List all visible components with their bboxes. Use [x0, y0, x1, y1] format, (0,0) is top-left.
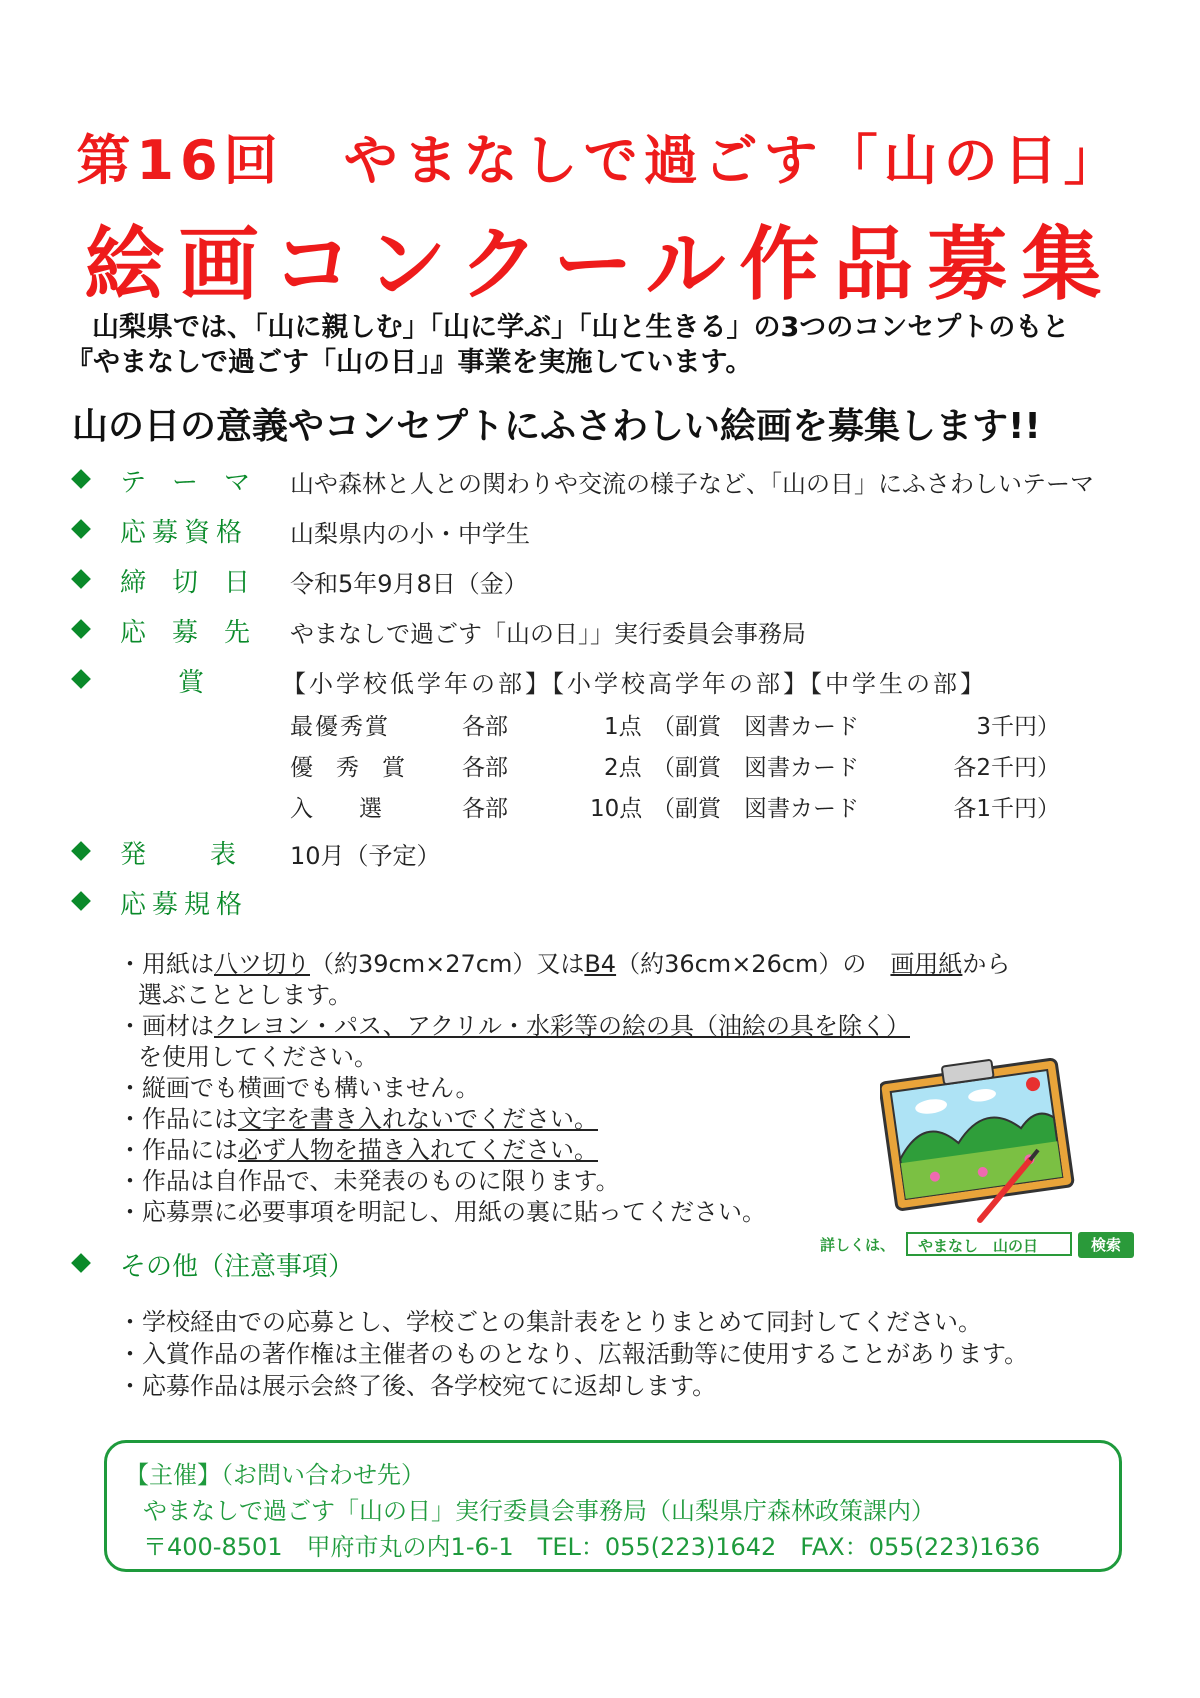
rule-emphasis: 八ツ切り — [214, 950, 310, 978]
headline: 山の日の意義やコンセプトにふさわしい絵画を募集します!! — [72, 406, 1041, 447]
rule-text: （約39cm×27cm）又は — [310, 950, 585, 978]
prize-scope: 各部 — [462, 755, 508, 781]
rule-no-text — [118, 1099, 598, 1134]
prize-extra: （副賞 図書カード — [652, 755, 859, 781]
intro-line-2: 『やまなしで過ごす「山の日」』事業を実施しています。 — [66, 347, 753, 378]
prize-count: 2点 — [604, 755, 642, 781]
search-input[interactable]: やまなし 山の日 — [906, 1232, 1072, 1256]
rule-text: ・用紙は — [118, 950, 214, 978]
rule-text: ・画材は — [118, 1012, 214, 1040]
contact-heading: 【主催】（お問い合わせ先） — [125, 1461, 425, 1489]
item-label-rules: 応募規格 — [120, 890, 249, 920]
search-banner — [820, 1232, 1140, 1260]
prize-extra: （副賞 図書カード — [652, 714, 859, 740]
rule-text: （約36cm×26cm）の — [616, 950, 891, 978]
prize-name: 優 秀 賞 — [290, 755, 405, 781]
item-label-others: その他（注意事項） — [120, 1252, 355, 1282]
item-value-theme: 山や森林と人との関わりや交流の様子など、「山の日」にふさわしいテーマ — [290, 470, 1094, 498]
bullet-diamond-icon — [71, 519, 91, 539]
item-label-theme: テ ー マ — [120, 468, 251, 498]
rule-text: ・作品には — [118, 1136, 238, 1164]
rule-entry-form: ・応募票に必要事項を明記し、用紙の裏に貼ってください。 — [118, 1198, 766, 1226]
prize-name: 入 選 — [290, 796, 382, 822]
rule-original: ・作品は自作品で、未発表のものに限ります。 — [118, 1167, 620, 1195]
rule-emphasis: 画用紙 — [890, 950, 963, 978]
prize-amount: 3千円） — [976, 714, 1060, 740]
item-value-deadline: 令和5年9月8日（金） — [290, 570, 528, 598]
contact-box — [104, 1440, 1122, 1572]
rule-emphasis: 必ず人物を描き入れてください。 — [238, 1136, 598, 1164]
bullet-diamond-icon — [71, 1253, 91, 1273]
item-value-announcement: 10月（予定） — [290, 842, 441, 870]
bullet-diamond-icon — [71, 891, 91, 911]
prize-count: 1点 — [604, 714, 642, 740]
painting-illustration — [880, 1048, 1080, 1228]
rule-orientation: ・縦画でも横画でも構いません。 — [118, 1074, 480, 1102]
search-label: 詳しくは、 — [820, 1236, 896, 1254]
item-label-eligibility: 応募資格 — [120, 518, 249, 548]
item-value-destination: やまなしで過ごす「山の日」」実行委員会事務局 — [290, 620, 806, 648]
rule-paper-cont: 選ぶこととします。 — [138, 981, 353, 1009]
prize-scope: 各部 — [462, 796, 508, 822]
item-value-prize-divisions: 【小学校低学年の部】【小学校高学年の部】【中学生の部】 — [282, 670, 987, 698]
bullet-diamond-icon — [71, 669, 91, 689]
rule-text: から — [962, 950, 1011, 978]
rule-text: ・作品には — [118, 1105, 238, 1133]
rule-materials — [118, 1006, 910, 1041]
bullet-diamond-icon — [71, 469, 91, 489]
rule-paper — [118, 944, 1010, 979]
prize-extra: （副賞 図書カード — [652, 796, 859, 822]
bullet-diamond-icon — [71, 619, 91, 639]
title-line-1: 第16回 やまなしで過ごす「山の日」 — [76, 129, 1124, 192]
prize-scope: 各部 — [462, 714, 508, 740]
prize-name: 最優秀賞 — [290, 714, 390, 740]
item-value-eligibility: 山梨県内の小・中学生 — [290, 520, 530, 548]
other-note: ・入賞作品の著作権は主催者のものとなり、広報活動等に使用することがあります。 — [118, 1340, 1029, 1368]
contact-organizer: やまなしで過ごす「山の日」実行委員会事務局（山梨県庁森林政策課内） — [143, 1497, 935, 1525]
bullet-diamond-icon — [71, 841, 91, 861]
rule-emphasis: クレヨン・パス、アクリル・水彩等の絵の具（油絵の具を除く） — [214, 1012, 910, 1040]
rule-emphasis: 文字を書き入れないでください。 — [238, 1105, 598, 1133]
item-label-destination: 応 募 先 — [120, 618, 251, 648]
other-note: ・学校経由での応募とし、学校ごとの集計表をとりまとめて同封してください。 — [118, 1308, 982, 1336]
item-label-announcement: 発 表 — [120, 840, 241, 870]
rule-person — [118, 1130, 598, 1165]
rule-emphasis: B4 — [584, 950, 617, 978]
prize-amount: 各2千円） — [953, 755, 1060, 781]
intro-line-1: 山梨県では、「山に親しむ」「山に学ぶ」「山と生きる」の3つのコンセプトのもと — [92, 312, 1070, 343]
title-line-2: 絵画コンクール作品募集 — [84, 218, 1116, 311]
prize-count: 10点 — [590, 796, 643, 822]
other-note: ・応募作品は展示会終了後、各学校宛てに返却します。 — [118, 1372, 717, 1400]
bullet-diamond-icon — [71, 569, 91, 589]
search-button[interactable]: 検索 — [1078, 1232, 1134, 1258]
contact-address: 〒400-8501 甲府市丸の内1-6-1 TEL：055(223)1642 FAX：055(223)1636 — [143, 1533, 1041, 1561]
item-label-prize: 賞 — [178, 668, 205, 698]
rule-materials-cont: を使用してください。 — [138, 1043, 378, 1071]
item-label-deadline: 締 切 日 — [120, 568, 251, 598]
prize-amount: 各1千円） — [953, 796, 1060, 822]
